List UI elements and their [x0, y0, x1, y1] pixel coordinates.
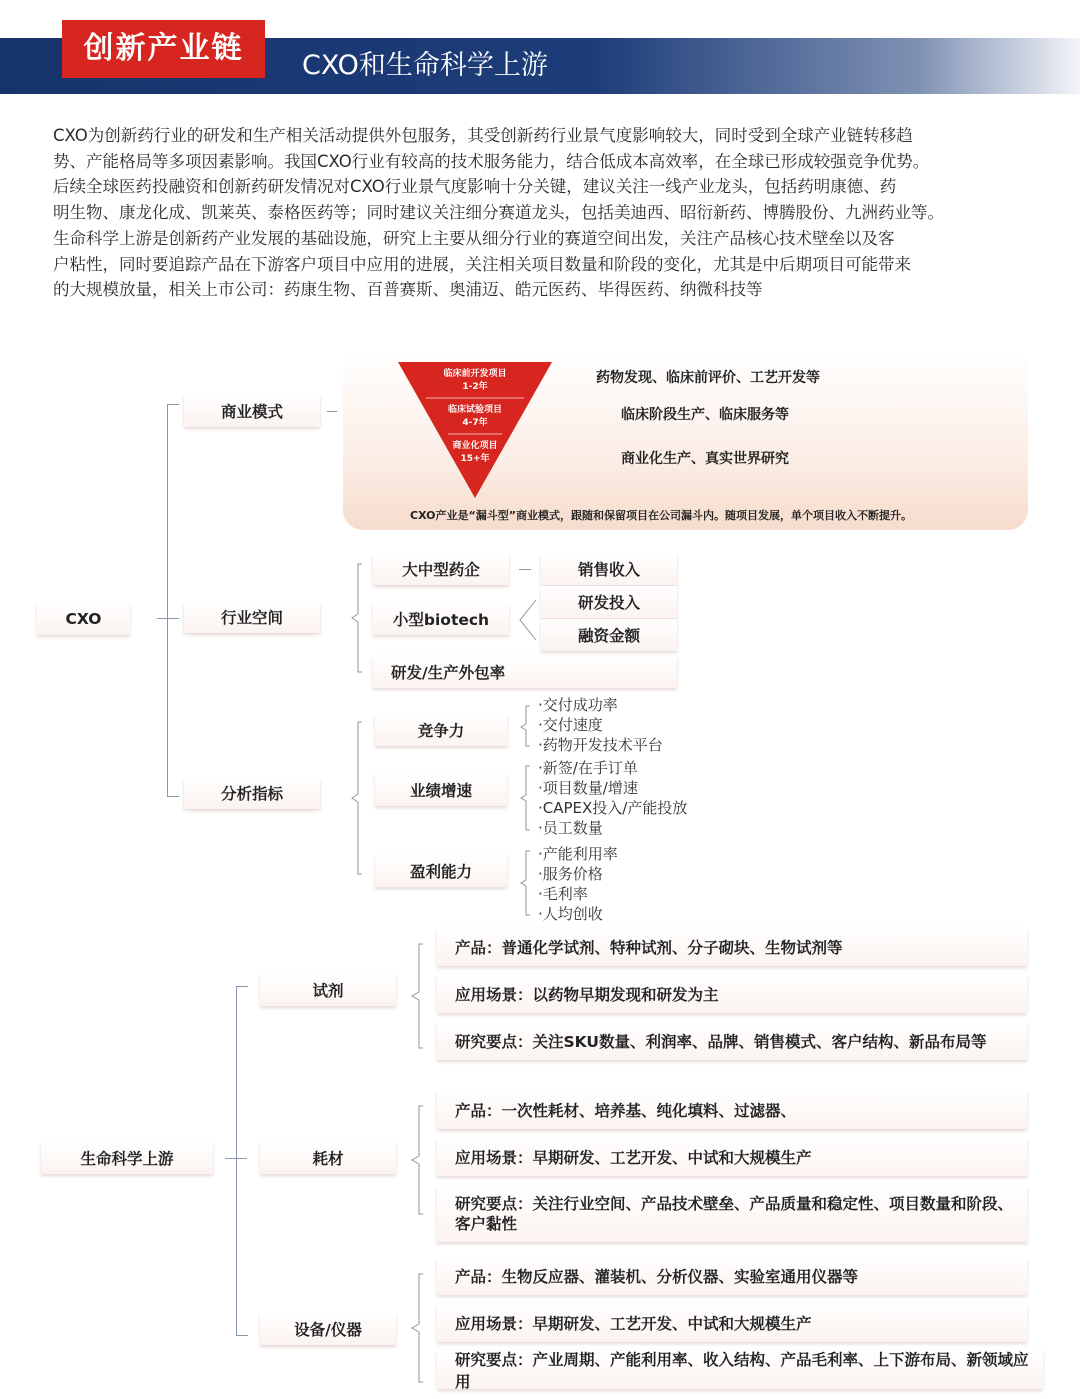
consumables-node: 耗材: [260, 1142, 396, 1174]
brace: [405, 1272, 427, 1384]
profitability-node: 盈利能力: [375, 855, 507, 887]
angle-connector: [516, 598, 540, 642]
connector: [167, 796, 179, 797]
brace: [518, 764, 534, 832]
funnel-desc: 商业化生产、真实世界研究: [621, 451, 789, 467]
bullet-item: ·产能利用率: [538, 845, 618, 863]
connector: [519, 569, 531, 570]
financing-node: 融资金额: [541, 619, 677, 651]
growth-node: 业绩增速: [375, 774, 507, 806]
equipment-scenario: 应用场景：早期研发、工艺开发、中试和大规模生产: [437, 1304, 1027, 1342]
business-model-node: 商业模式: [184, 395, 320, 427]
connector: [157, 618, 179, 619]
industry-space-node: 行业空间: [184, 601, 320, 633]
sales-node: 销售收入: [541, 553, 677, 585]
bullet-item: ·毛利率: [538, 885, 588, 903]
intro-line: 明生物、康龙化成、凯莱英、泰格医药等；同时建议关注细分赛道龙头，包括美迪西、昭衍新药、博腾股份、九洲药业等。: [53, 203, 944, 223]
intro-line: 户粘性，同时要追踪产品在下游客户项目中应用的进展，关注相关项目数量和阶段的变化，尤其是中后期项目可能带来: [53, 254, 911, 274]
brace: [518, 704, 534, 748]
intro-paragraph: [53, 123, 1028, 303]
equipment-research: 研究要点：产业周期、产能利用率、收入结构、产品毛利率、上下游布局、新领域应用: [437, 1351, 1043, 1389]
bullet-item: ·人均创收: [538, 905, 603, 923]
equipment-node: 设备/仪器: [260, 1313, 396, 1345]
funnel-stage-name: 临床前开发项目: [443, 369, 507, 379]
consumables-research-line: 客户黏性: [455, 1215, 518, 1233]
intro-line: 后续全球医药投融资和创新药研发情况对CXO行业景气度影响十分关键，建议关注一线产业龙头，包括药明康德、药: [53, 177, 897, 197]
brace: [405, 942, 427, 1050]
bullet-item: ·交付速度: [538, 716, 603, 734]
analysis-node: 分析指标: [184, 777, 320, 809]
connector: [236, 1335, 248, 1336]
consumables-product: 产品：一次性耗材、培养基、纯化填料、过滤器、: [437, 1091, 1027, 1129]
reagent-node: 试剂: [260, 974, 396, 1006]
funnel-note: CXO产业是“漏斗型”商业模式，跟随和保留项目在公司漏斗内。随项目发展，单个项目收入不断提升。: [410, 509, 912, 522]
reagent-scenario: 应用场景：以药物早期发现和研发为主: [437, 975, 1027, 1013]
bullet-item: ·CAPEX投入/产能投放: [538, 799, 688, 817]
connector: [167, 404, 168, 797]
funnel-stage-years: 1-2年: [462, 382, 488, 392]
funnel-desc: 临床阶段生产、临床服务等: [621, 407, 789, 423]
bullet-item: ·新签/在手订单: [538, 759, 638, 777]
intro-line: 的大规模放量，相关上市公司：药康生物、百普赛斯、奥浦迈、皓元医药、毕得医药、纳微科技等: [53, 280, 763, 300]
competitiveness-node: 竞争力: [375, 714, 507, 746]
funnel-stage-name: 商业化项目: [452, 441, 498, 451]
profitability-list: [538, 844, 618, 924]
cxo-root: CXO: [37, 603, 130, 635]
consumables-research-line: 研究要点：关注行业空间、产品技术壁垒、产品质量和稳定性、项目数量和阶段、: [455, 1195, 1014, 1213]
section-tag: 创新产业链: [62, 20, 265, 78]
connector: [327, 411, 337, 412]
intro-line: CXO为创新药行业的研发和生产相关活动提供外包服务，其受创新药行业景气度影响较大，同时受到全球产业链转移趋: [53, 126, 913, 145]
funnel-stage-name: 临床试验项目: [447, 405, 503, 415]
competitiveness-list: [538, 695, 663, 755]
reagent-product: 产品：普通化学试剂、特种试剂、分子砌块、生物试剂等: [437, 928, 1027, 966]
connector: [167, 404, 179, 405]
connector: [236, 986, 248, 987]
brace: [348, 720, 366, 876]
growth-list: [538, 758, 687, 838]
bullet-item: ·员工数量: [538, 819, 603, 837]
bullet-item: ·交付成功率: [538, 696, 618, 714]
funnel-stage-years: 4-7年: [462, 418, 488, 428]
intro-line: 势、产能格局等多项因素影响。我国CXO行业有较高的技术服务能力，结合低成本高效率，在全球已形成较强竞争优势。: [53, 151, 930, 171]
rd-invest-node: 研发投入: [541, 586, 677, 618]
equipment-product: 产品：生物反应器、灌装机、分析仪器、实验室通用仪器等: [437, 1257, 1027, 1295]
funnel-desc: 药物发现、临床前评价、工艺开发等: [596, 370, 820, 386]
brace: [348, 562, 366, 674]
page-title: CXO和生命科学上游: [302, 50, 548, 81]
bullet-item: ·药物开发技术平台: [538, 736, 663, 754]
reagent-research: 研究要点：关注SKU数量、利润率、品牌、销售模式、客户结构、新品布局等: [437, 1022, 1027, 1060]
upstream-root: 生命科学上游: [41, 1142, 213, 1174]
large-pharma-node: 大中型药企: [373, 553, 509, 585]
brace: [405, 1104, 427, 1216]
biotech-node: 小型biotech: [373, 603, 509, 635]
funnel-stage-years: 15+年: [460, 454, 490, 464]
intro-line: 生命科学上游是创新药产业发展的基础设施，研究上主要从细分行业的赛道空间出发，关注产品核心技术壁垒以及客: [53, 228, 895, 248]
bullet-item: ·服务价格: [538, 865, 603, 883]
consumables-scenario: 应用场景：早期研发、工艺开发、中试和大规模生产: [437, 1138, 1027, 1176]
outsourcing-node: 研发/生产外包率: [373, 656, 677, 688]
consumables-research: [437, 1186, 1027, 1242]
connector: [236, 986, 237, 1336]
bullet-item: ·项目数量/增速: [538, 779, 638, 797]
brace: [518, 849, 534, 917]
funnel-triangle: [396, 362, 554, 500]
